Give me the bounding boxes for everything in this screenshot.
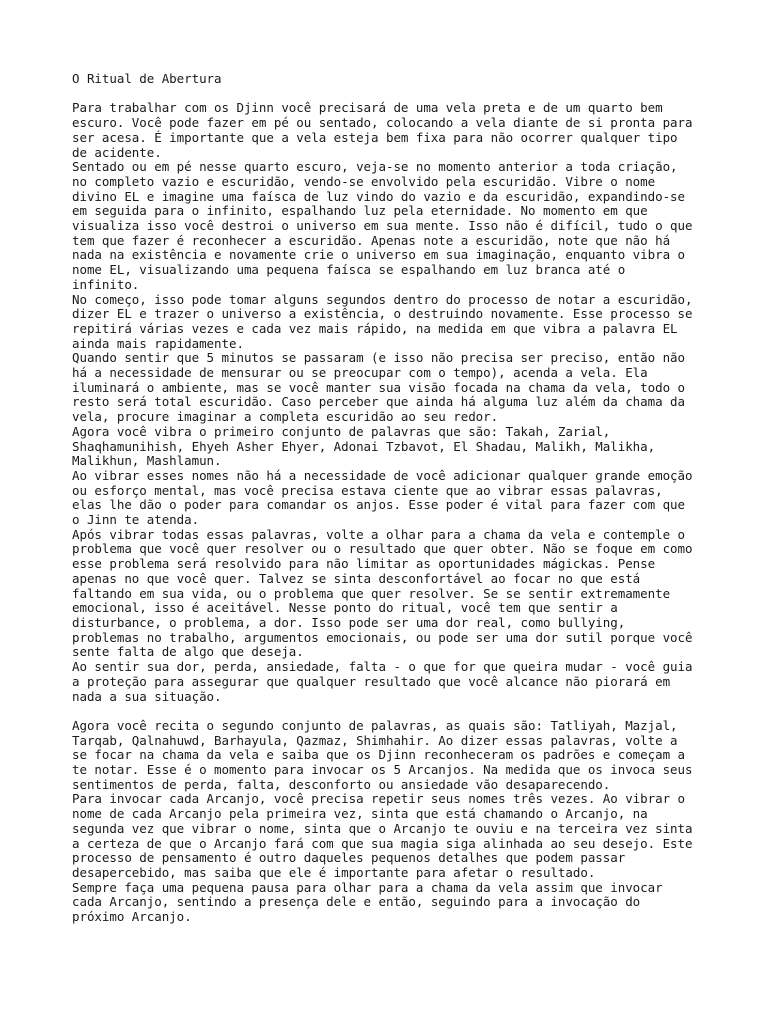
paragraph-7: Após vibrar todas essas palavras, volte a olhar para a chama da vela e contemple o problema que você quer resolver ou o resultado que quer obter. Não se foque em como esse problema será resolvido para não limitar as oportunidades mágickas. Pense apenas no que você quer. Talvez se sinta desconfortável ao focar no que está faltando em sua vida, ou o problema que quer resolver. Se se sentir extremamente emocional, isso é aceitável. Nesse ponto do ritual, você tem que sentir a disturbance, o problema, a dor. Isso pode ser uma dor real, como bullying, problemas no trabalho, argumentos emocionais, ou pode ser uma dor sutil porque você sente falta de algo que deseja. [72, 526, 693, 660]
paragraph-3: No começo, isso pode tomar alguns segundos dentro do processo de notar a escuridão, dizer EL e trazer o universo a existência, o destruindo novamente. Esse processo se repitirá várias vezes e cada vez mais rápido, na medida em que vibra a palavra EL ainda mais rapidamente. [72, 291, 693, 351]
paragraph-1: Para trabalhar com os Djinn você precisará de uma vela preta e de um quarto bem escuro. Você pode fazer em pé ou sentado, colocando a vela diante de si pronta para ser acesa. É importante que a vela esteja bem fixa para não ocorrer qualquer tipo de acidente. [72, 100, 693, 160]
paragraph-4: Quando sentir que 5 minutos se passaram (e isso não precisa ser preciso, então não há a necessidade de mensurar ou se preocupar com o tempo), acenda a vela. Ela iluminará o ambiente, mas se você manter sua visão focada na chama da vela, todo o resto será total escuridão. Caso perceber que ainda há alguma luz além da chama da vela, procure imaginar a completa escuridão ao seu redor. [72, 350, 686, 425]
paragraph-9: Agora você recita o segundo conjunto de palavras, as quais são: Tatliyah, Mazjal, Tarqab, Qalnahuwd, Barhayula, Qazmaz, Shimhahir. Ao dizer essas palavras, volte a se focar na chama da vela e saiba que os Djinn reconheceram os padrões e começam a te notar. Esse é o momento para invocar os 5 Arcanjos. Na medida que os invoca seus sentimentos de perda, falta, desconforto ou ansiedade vão desaparecendo. [72, 717, 693, 792]
paragraph-2: Sentado ou em pé nesse quarto escuro, veja-se no momento anterior a toda criação, no completo vazio e escuridão, vendo-se envolvido pela escuridão. Vibre o nome divino EL e imagine uma faísca de luz vindo do vazio e da escuridão, expandindo-se em seguida para o infinito, espalhando luz pela eternidade. No momento em que visualiza isso você destroi o universo em sua mente. Isso não é difícil, tudo o que tem que fazer é reconhecer a escuridão. Apenas note a escuridão, note que não há nada na existência e novamente crie o universo em sua imaginação, enquanto vibra o nome EL, visualizando uma pequena faísca se espalhando em luz branca até o infinito. [72, 159, 693, 292]
paragraph-11: Sempre faça uma pequena pausa para olhar para a chama da vela assim que invocar cada Arcanjo, sentindo a presença dele e então, seguindo para a invocação do próximo Arcanjo. [72, 879, 663, 925]
paragraph-8: Ao sentir sua dor, perda, ansiedade, falta - o que for que queira mudar - você guia a proteção para assegurar que qualquer resultado que você alcance não piorará em nada a sua situação. [72, 659, 693, 704]
paragraph-6: Ao vibrar esses nomes não há a necessidade de você adicionar qualquer grande emoção ou esforço mental, mas você precisa estava ciente que ao vibrar essas palavras, elas lhe dão o poder para comandar os anjos. Esse poder é vital para fazer com que o Jinn te atenda. [72, 467, 693, 528]
paragraph-5: Agora você vibra o primeiro conjunto de palavras que são: Takah, Zarial, Shaqhamunihish, Ehyeh Asher Ehyer, Adonai Tzbavot, El Shadau, Malikh, Malikha, Malikhun, Mashlamun. [72, 423, 656, 469]
document-page [72, 72, 712, 925]
paragraph-10: Para invocar cada Arcanjo, você precisa repetir seus nomes três vezes. Ao vibrar o nome de cada Arcanjo pela primeira vez, sinta que está chamando o Arcanjo, na segunda vez que vibrar o nome, sinta que o Arcanjo te ouviu e na terceira vez sinta a certeza de que o Arcanjo fará com que sua magia siga alinhada ao seu desejo. Este processo de pensamento é outro daqueles pequenos detalhes que podem passar desapercebido, mas saiba que ele é importante para afetar o resultado. [72, 791, 693, 880]
document-title: O Ritual de Abertura [72, 71, 222, 86]
